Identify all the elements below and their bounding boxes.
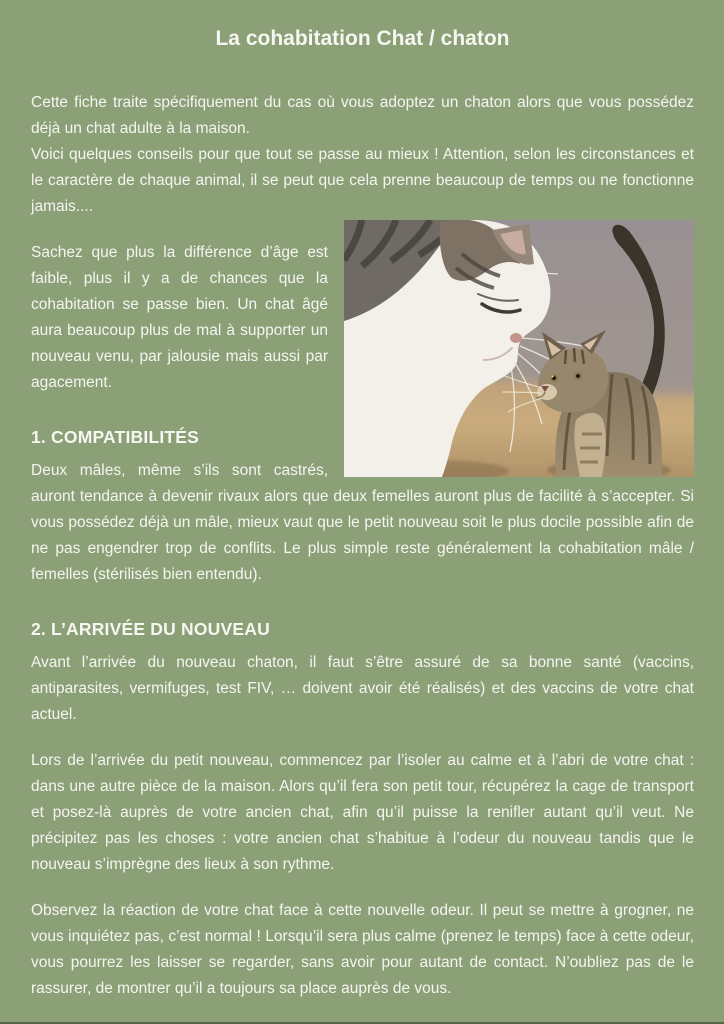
adult-cat-nose xyxy=(510,333,522,343)
cat-kitten-photo-illustration xyxy=(344,220,694,477)
section-1-paragraph-1: Deux mâles, même s’ils sont castrés, auront tendance à devenir rivaux alors que deux femelles auront plus de facilité à s’accepter. Si vous possédez déjà un mâle, mieux vaut que le petit nouveau soit le plus docile possible afin de ne pas engendrer trop de conflits. Le plus simple reste généralement la cohabitation mâle / femelles (stérilisés bien entendu). xyxy=(31,462,694,583)
cat-kitten-photo xyxy=(344,220,694,477)
section-2-paragraph-1: Avant l’arrivée du nouveau chaton, il faut s’être assuré de sa bonne santé (vaccins, antiparasites, vermifuges, test FIV, … doivent avoir été réalisés) et des vaccins de votre chat actuel. xyxy=(31,654,694,723)
intro-paragraph-3: Sachez que plus la différence d’âge est faible, plus il y a de chances que la cohabitation se passe bien. Un chat âgé aura beaucoup plus de mal à supporter un nouveau venu, par jalousie mais aussi par agacement. xyxy=(31,244,328,391)
page-title: La cohabitation Chat / chaton xyxy=(215,27,510,50)
section-2-heading: 2. L’ARRIVÉE DU NOUVEAU xyxy=(31,619,270,639)
section-2-paragraph-3: Observez la réaction de votre chat face à cette nouvelle odeur. Il peut se mettre à grogner, ne vous inquiétez pas, c’est normal ! Lorsqu’il sera plus calme (prenez le temps) face à cette odeur, vous pourrez les laisser se regarder, sans avoir pour autant de contact. N’oubliez pas de le rassurer, de montrer qu’il a toujours sa place auprès de vous. xyxy=(31,902,694,997)
intro-paragraph-2: Voici quelques conseils pour que tout se passe au mieux ! Attention, selon les circonstances et le caractère de chaque animal, il se peut que cela prenne beaucoup de temps ou ne fonctionne jamais.... xyxy=(31,146,694,215)
section-2-paragraph-2: Lors de l’arrivée du petit nouveau, commencez par l’isoler au calme et à l’abri de votre chat : dans une autre pièce de la maison. Alors qu’il fera son petit tour, récupérez la cage de transport et posez-là auprès de votre ancien chat, afin qu’il puisse la renifler autant qu’il veut. Ne précipitez pas les choses : votre ancien chat s’habitue à l’odeur du nouveau tandis que le nouveau s’imprègne des lieux à son rythme. xyxy=(31,752,694,873)
intro-paragraph-1: Cette fiche traite spécifiquement du cas où vous adoptez un chaton alors que vous possédez déjà un chat adulte à la maison. xyxy=(31,94,694,137)
section-1-heading: 1. COMPATIBILITÉS xyxy=(31,427,200,447)
